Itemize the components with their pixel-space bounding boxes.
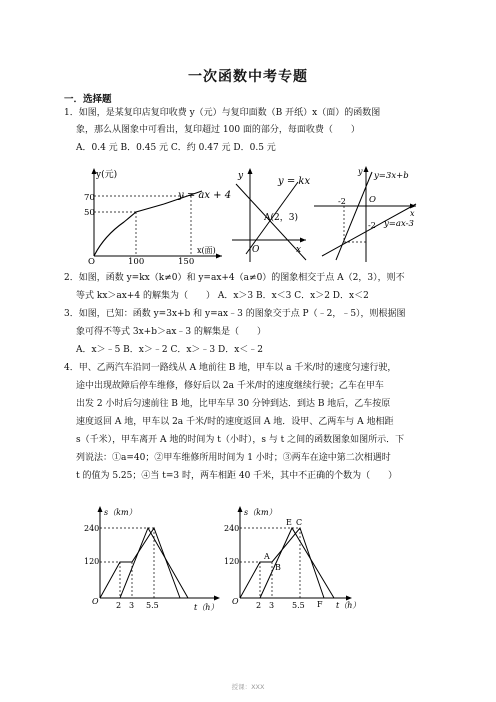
fig4-s-label: s（km） [104, 508, 137, 517]
fig5-point-e: E [286, 518, 292, 527]
fig5-tick-5-5: 5.5 [292, 601, 305, 610]
fig2-y-axis: y [238, 171, 244, 181]
fig5-tick-120: 120 [224, 557, 240, 566]
page-footer: 授课：XXX [231, 683, 265, 691]
q3-line3: A．x＞﹣5 B．x＞﹣2 C．x＞﹣3 D．x＜﹣2 [76, 345, 264, 355]
fig1-tick-70: 70 [84, 193, 95, 203]
fig3-y-axis: y [358, 167, 363, 176]
fig4-tick-5-5: 5.5 [146, 601, 159, 610]
q3-line2: 象可得不等式 3x+b＞ax﹣3 的解集是（ ） [76, 327, 266, 337]
fig5-tick-3: 3 [269, 601, 275, 610]
figure-distance-time-graph-left [84, 500, 224, 620]
figure-distance-time-graph-right [224, 500, 364, 620]
fig3-x-tick: -2 [338, 197, 346, 206]
fig5-point-f: F [317, 600, 323, 609]
fig5-tick-240: 240 [224, 524, 240, 533]
fig3-line2-label: y=ax-3 [384, 219, 414, 229]
fig1-y-label: y(元) [96, 170, 118, 180]
q4-line3: 出发 2 小时后匀速前往 B 地，比甲车早 30 分钟到达．到达 B 地后，乙车按原 [76, 399, 391, 409]
fig3-line1-label: y=3x+b [374, 171, 409, 181]
fig5-s-label: s（km） [244, 508, 277, 517]
fig1-tick-100: 100 [128, 257, 145, 267]
fig4-tick-2: 2 [116, 601, 122, 610]
fig3-origin: O [369, 195, 376, 205]
page-title: 一次函数中考专题 [188, 69, 308, 85]
fig4-tick-240: 240 [84, 524, 100, 533]
q2-line2: 等式 kx＞ax+4 的解集为（ ） A．x＞3 B．x＜3 C．x＞2 D．x＜2 [76, 291, 369, 301]
fig5-point-a: A [264, 552, 270, 561]
fig4-tick-120: 120 [84, 557, 100, 566]
fig1-origin: O [88, 257, 95, 267]
fig5-t-label: t（h） [336, 601, 361, 610]
q4-line5: s（千米），甲车离开 A 地的时间为 t（小时），s 与 t 之间的函数图象如图所示．下 [76, 435, 405, 445]
figure-two-lines-graph [312, 164, 422, 264]
figure-intersection-graph [230, 164, 310, 264]
q4-line7: t 的值为 5.25；④当 t=3 时，两车相距 40 千米，其中不正确的个数为（ ） [76, 471, 398, 481]
section-heading: 一．选择题 [64, 94, 112, 105]
fig1-line-label: y = ax + 4 [178, 190, 232, 201]
q3-line1: 3．如图，已知：函数 y=3x+b 和 y=ax﹣3 的图象交于点 P（﹣2，﹣5），则根据图 [64, 309, 406, 319]
fig4-tick-3: 3 [129, 601, 135, 610]
fig2-line-label: y = kx [278, 176, 311, 187]
fig4-origin: O [92, 597, 99, 606]
fig5-tick-2: 2 [256, 601, 262, 610]
fig2-origin: O [252, 245, 260, 255]
fig3-y-tick: -2 [368, 221, 376, 230]
q1-line1: 1．如图，是某复印店复印收费 y（元）与复印面数（B 开纸）x（面）的函数图 [64, 108, 381, 118]
q4-line4: 速度返回 A 地，甲车以 2a 千米/时的速度返回 A 地．设甲、乙两车与 A 地相距 [76, 417, 394, 427]
fig5-origin: O [232, 597, 239, 606]
fig2-x-axis: x [296, 245, 302, 255]
q4-line2: 途中出现故障后停车维修，修好后以 2a 千米/时的速度继续行驶；乙车在甲车 [76, 381, 384, 391]
q4-line6: 列说法：①a=40；②甲车维修所用时间为 1 小时；③两车在途中第二次相遇时 [76, 453, 391, 463]
fig1-x-label: x(面) [197, 246, 216, 255]
fig3-x-axis: x [410, 209, 415, 218]
fig5-point-c: C [296, 518, 303, 527]
q4-line1: 4．甲、乙两汽车沿同一路线从 A 地前往 B 地，甲车以 a 千米/时的速度匀速行驶， [64, 363, 397, 373]
q1-line3: A．0.4 元 B．0.45 元 C．约 0.47 元 D．0.5 元 [76, 143, 276, 153]
q2-line1: 2．如图，函数 y=kx（k≠0）和 y=ax+4（a≠0）的图象相交于点 A（2，3），则不 [64, 273, 405, 283]
fig5-point-b: B [275, 563, 281, 572]
fig1-tick-50: 50 [84, 208, 95, 218]
figure-copy-cost-graph [84, 164, 232, 267]
fig4-t-label: t（h） [194, 603, 219, 612]
q1-line2: 象，那么从图象中可看出，复印超过 100 面的部分，每面收费（ ） [76, 125, 360, 135]
fig2-point-a: A(2，3) [264, 213, 298, 223]
fig1-tick-150: 150 [178, 257, 195, 267]
